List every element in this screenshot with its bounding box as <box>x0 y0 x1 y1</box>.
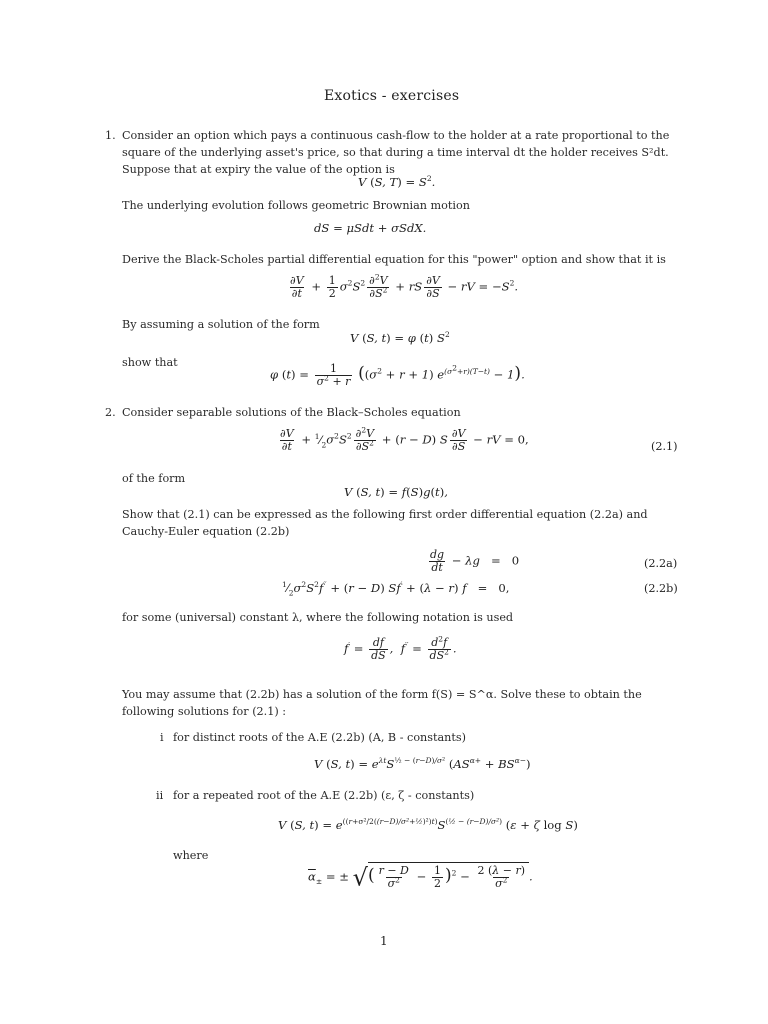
q1-eq-phi: φ (t) = $\frac{1}{\sigma^2 + r}$ $((\sigma^2 + r + 1) e^{(\sigma^2+r)(T-t)} - 1)$. <box>270 362 525 388</box>
q2-eq-a: $\frac{dg}{dt}$ − λg = 0 <box>430 548 520 574</box>
q2-assume-text: You may assume that (2.2b) has a solution of the form f(S) = S^α. Solve these to obtain the following solutions for (2.1) : <box>122 688 642 718</box>
q2-where-text: where <box>173 849 209 862</box>
q2-eq-case-i: V (S, $t) = e^{\lambda t}S^{\frac{1}{2} - (r-D)/\sigma^2}$ $(AS^{\alpha+} + BS^{\alpha-})$ <box>314 756 531 771</box>
q1-eq-gbm: dS = μSdt + σSdX. <box>314 221 427 235</box>
q2-eq-b-label: (2.2b) <box>644 582 678 595</box>
q1-assume-text: By assuming a solution of the form <box>122 318 320 331</box>
q2-eq-bs: $\frac{\partial V}{\partial t}$ + $^1⁄_2\sigma^2S^2$ $\frac{\partial^2V}{\partial S^2}$ + (r − D) S $\frac{\partial V}{\partial S}$ − rV = 0, <box>280 425 529 453</box>
q1-eq-payoff: V (S, $T) = S^2$. <box>358 174 436 189</box>
q2-case-ii-text: for a repeated root of the A.E (2.2b) (ε, ζ - constants) <box>173 789 475 802</box>
q2-eq-a-label: (2.2a) <box>644 557 678 570</box>
q2-number: 2. <box>105 406 116 419</box>
q2-eq-bs-label: (2.1) <box>651 440 678 453</box>
q1-eq-form: V (S, t) = φ (t) $S^2$ <box>350 330 450 345</box>
q1-derive-text: Derive the Black-Scholes partial differential equation for this "power" option and show that it is <box>122 253 666 266</box>
q2-show-text: Show that (2.1) can be expressed as the following first order differential equation (2.2a) and Cauchy-Euler equation (2.2b) <box>122 508 648 538</box>
q2-intro: Consider separable solutions of the Black–Scholes equation <box>122 406 461 419</box>
q2-notation-text: for some (universal) constant λ, where the following notation is used <box>122 611 514 624</box>
page-number: 1 <box>380 934 388 948</box>
q2-case-ii-label: ii <box>156 789 164 802</box>
q2-form-text: of the form <box>122 472 186 485</box>
page-title: Exotics - exercises <box>324 88 460 104</box>
q1-show-text: show that <box>122 356 178 369</box>
q1-intro: Consider an option which pays a continuous cash-flow to the holder at a rate proportional to the square of the underlying asset's price, so that during a time interval dt the holder receives S²dt. Suppose that at expiry the value of the option is <box>122 129 670 176</box>
q1-eq-pde: $\frac{\partial V}{\partial t}$ + $\frac{1}{2}$ $\sigma^2S^2$ $\frac{\partial^2V}{\partial S^2}$ + rS $\frac{\partial V}{\partial S}$ − rV = $-S^2$. <box>290 272 519 300</box>
q1-number: 1. <box>105 129 116 142</box>
q2-eq-alpha: $\overline{\alpha}_\pm$ = ± √( $\frac{r - D}{\sigma^2}$ − $\frac{1}{2}$ )$^2$ − $\frac{2 (\lambda - r)}{\sigma^2}$ . <box>308 863 533 892</box>
q2-eq-case-ii: V (S, $t) = e^{((r+\sigma^2/2((r-D)/\sigma^2+\frac{1}{2})^2)t)}S^{(\frac{1}{2} - (r-D)/\sigma^2)}$ (ε + ζ log S) <box>278 817 578 832</box>
q1-underlying-text: The underlying evolution follows geometric Brownian motion <box>122 199 470 212</box>
q2-eq-sep: V (S, t) = f(S)g(t), <box>344 485 448 499</box>
q2-case-i-text: for distinct roots of the A.E (2.2b) (A, B - constants) <box>173 731 466 744</box>
q2-case-i-label: i <box>160 731 164 744</box>
q2-eq-b: $^1⁄_2\sigma^2S^2f'' + (r - D) Sf' + (\lambda - r) f$ = 0, <box>282 580 510 598</box>
q2-eq-notation: f′ = $\frac{df}{dS}$ , f′′ = $\frac{d^2f}{dS^2}$ . <box>344 634 457 662</box>
